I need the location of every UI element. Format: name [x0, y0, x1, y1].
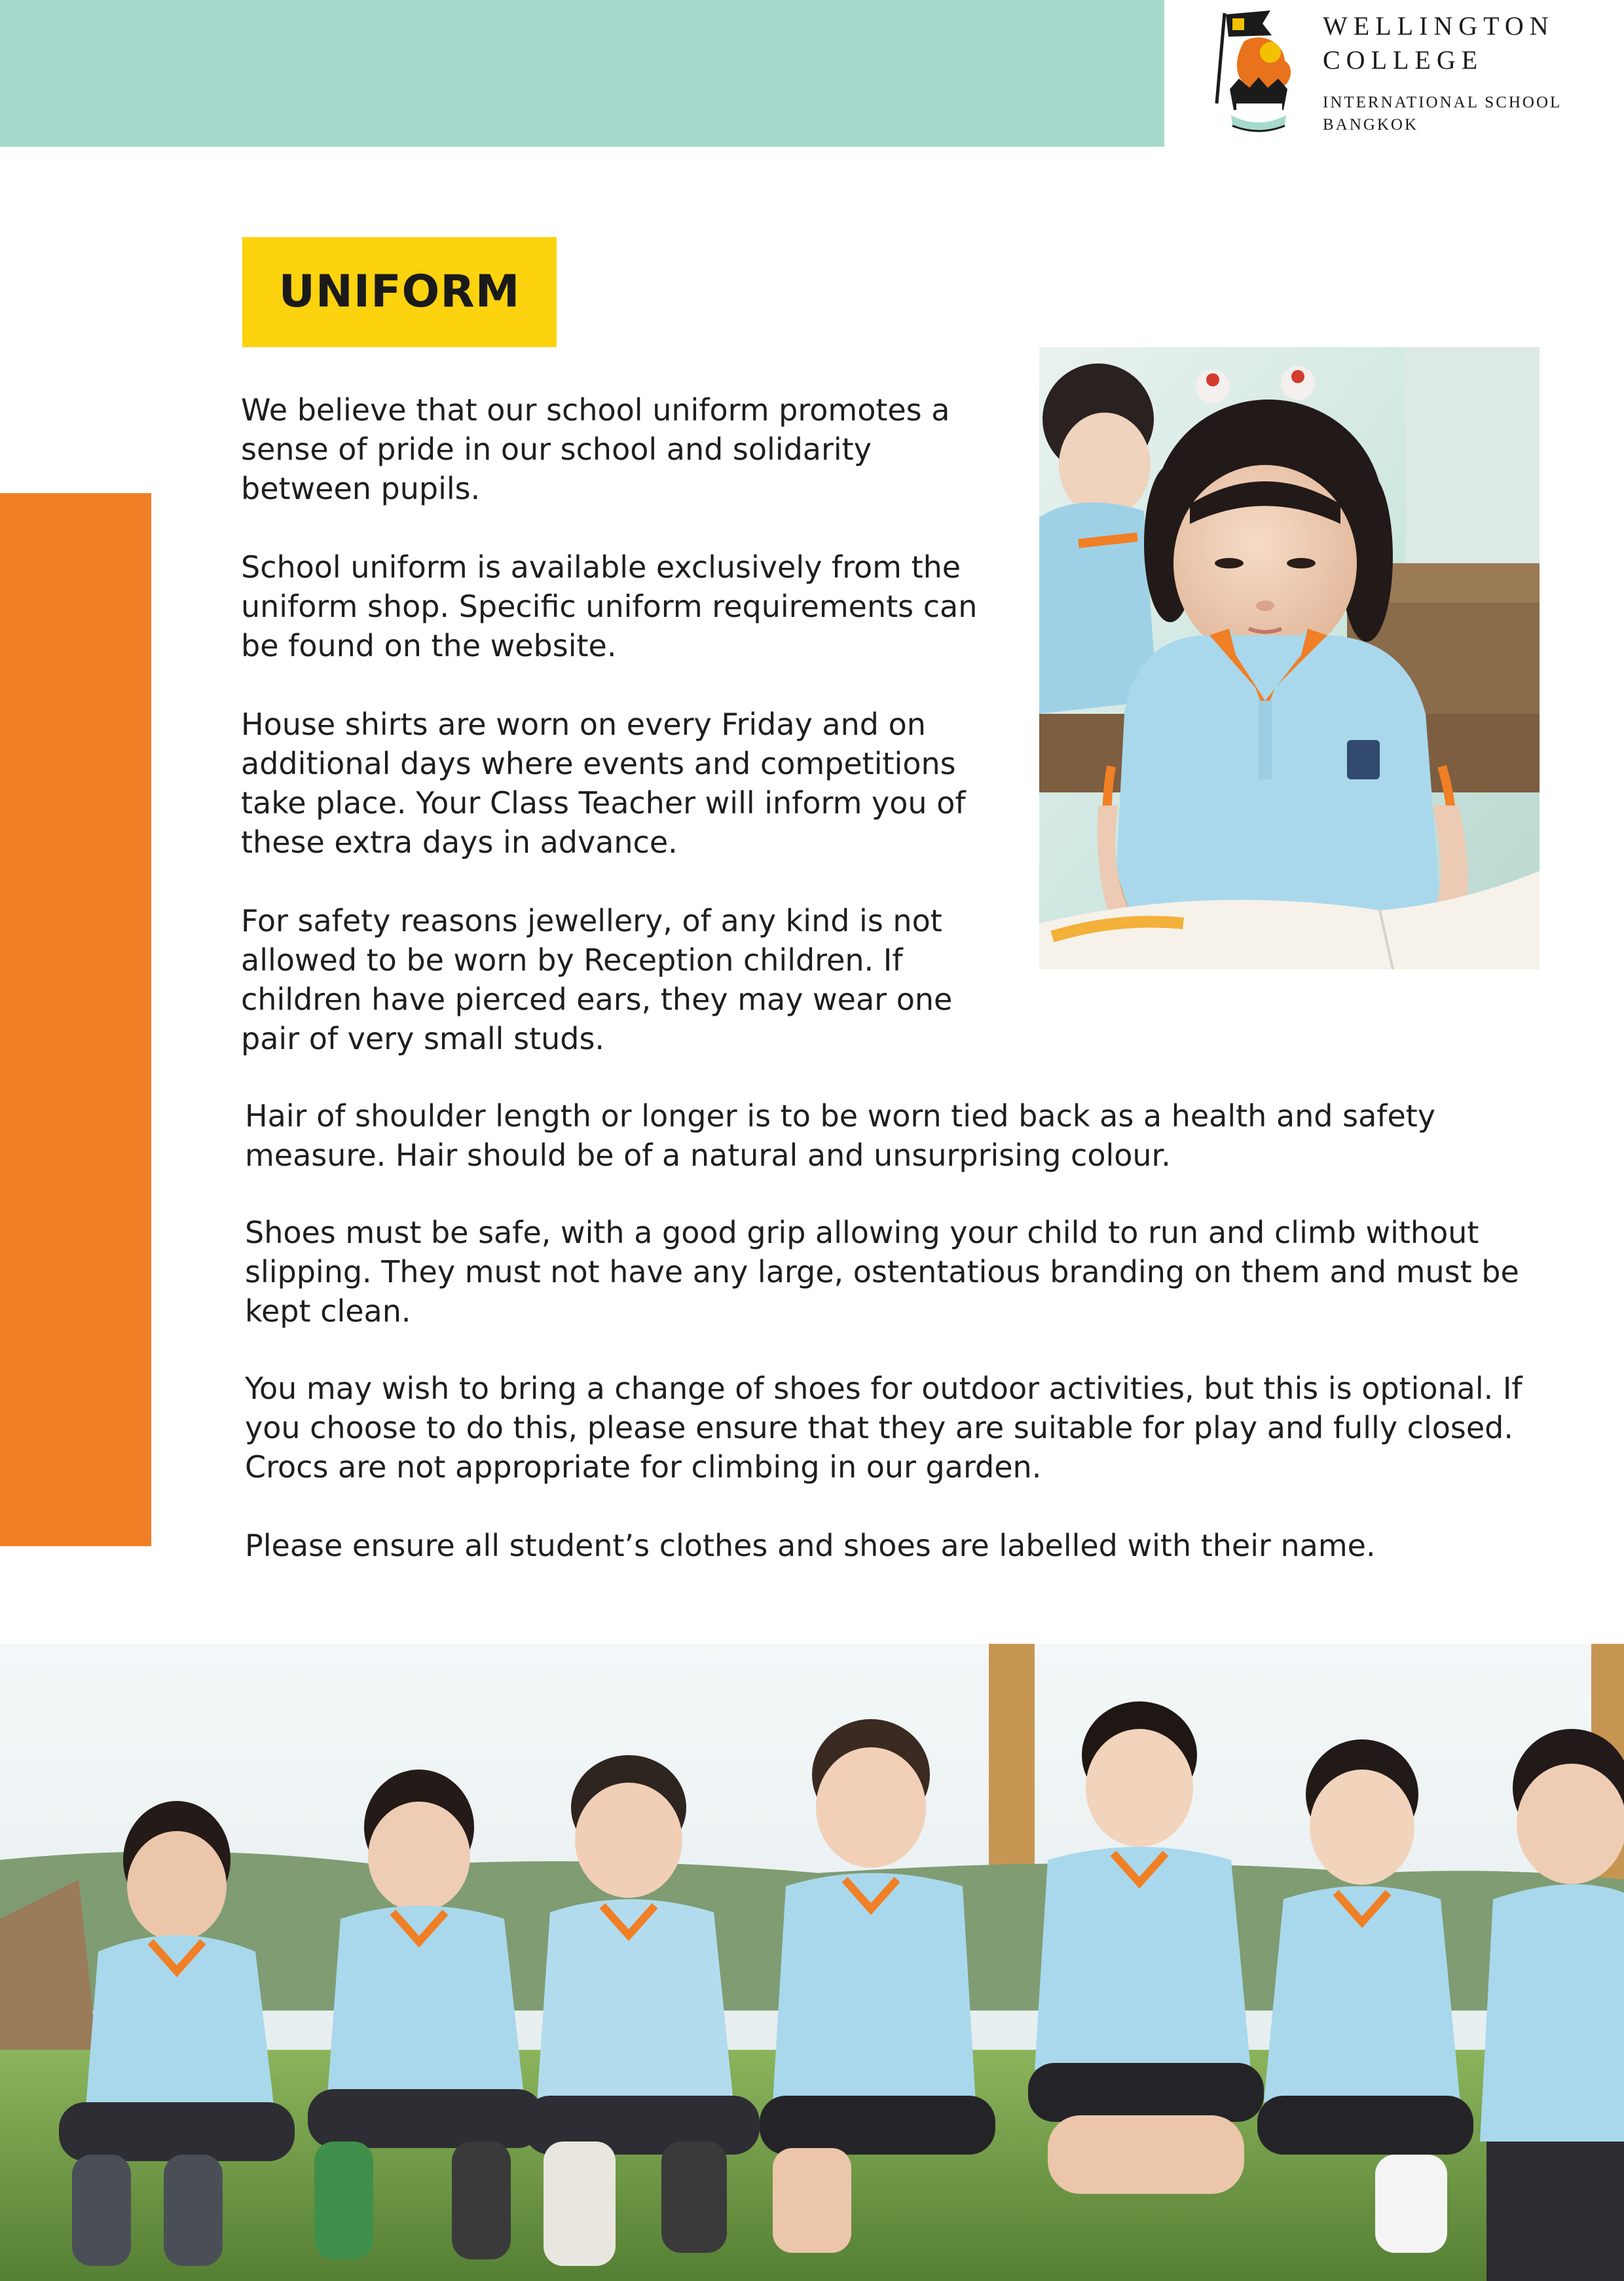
school-name-line-1: WELLINGTON — [1323, 11, 1555, 41]
school-name-line-2: COLLEGE — [1323, 45, 1484, 75]
paragraph-hair: Hair of shoulder length or longer is to be worn tied back as a health and safety measure. Hair should be of a natural and unsurprising colour. — [245, 1098, 1436, 1173]
section-title: UNIFORM — [278, 266, 521, 318]
paragraph-house-shirts: House shirts are worn on every Friday and on additional days where events and competitions take place. Your Class Teacher will inform you of these extra days in advance. — [241, 707, 966, 860]
paragraph-uniform-pride: We believe that our school uniform promotes a sense of pride in our school and solidarity between pupils. — [241, 392, 950, 506]
side-decorative-band — [0, 493, 151, 1546]
paragraph-shoes: Shoes must be safe, with a good grip allowing your child to run and climb without slipping. They must not have any large, ostentatious branding on them and must be kept clean. — [245, 1215, 1519, 1329]
paragraph-labels: Please ensure all student’s clothes and shoes are labelled with their name. — [245, 1528, 1376, 1563]
school-subtitle-line-2: BANGKOK — [1323, 116, 1418, 134]
school-name — [1323, 9, 1555, 77]
school-subtitle-line-1: INTERNATIONAL SCHOOL — [1323, 94, 1562, 111]
top-decorative-band — [0, 0, 1164, 147]
school-crest-icon — [1198, 5, 1313, 139]
photo-children-group — [0, 1644, 1624, 2281]
paragraph-uniform-shop: School uniform is available exclusively from the uniform shop. Specific uniform requirements can be found on the website. — [241, 549, 978, 663]
school-subtitle — [1323, 92, 1562, 136]
section-title-box — [242, 237, 557, 347]
paragraph-jewellery: For safety reasons jewellery, of any kind is not allowed to be worn by Reception children. If children have pierced ears, they may wear one pair of very small studs. — [241, 903, 953, 1056]
paragraph-outdoor-shoes: You may wish to bring a change of shoes for outdoor activities, but this is optional. If you choose to do this, please ensure that they are suitable for play and fully closed. Crocs are not appropriate for climbing in our garden. — [245, 1371, 1522, 1485]
school-logo — [1198, 5, 1591, 143]
photo-girl-reading — [1039, 347, 1540, 969]
